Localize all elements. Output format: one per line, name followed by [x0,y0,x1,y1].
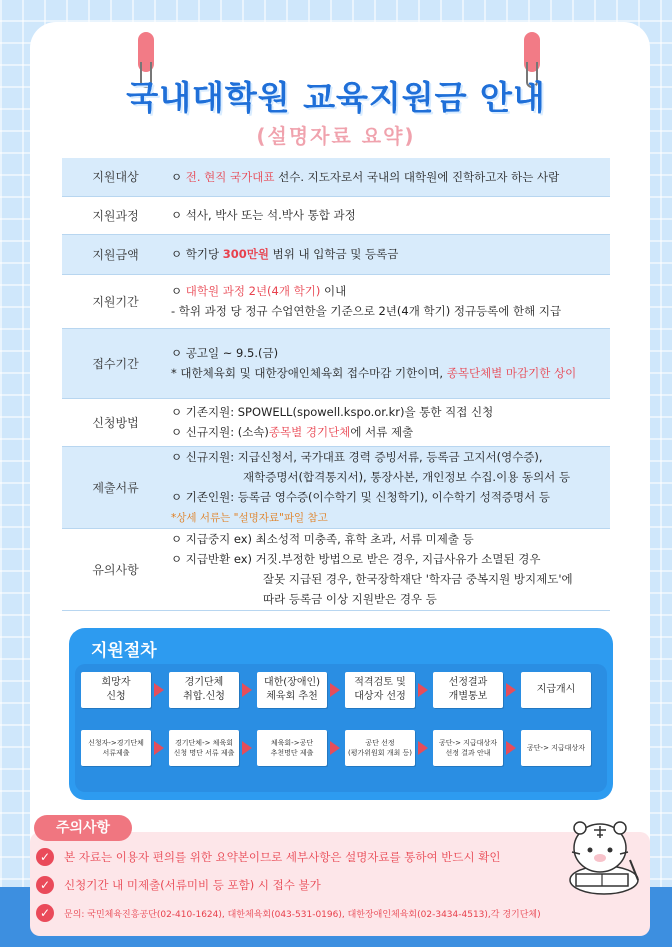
flow-arrow-icon [506,741,516,755]
info-row [62,196,610,234]
notice-text: 문의: 국민체육진흥공단(02-410-1624), 대한체육회(043-531-0196), 대한장애인체육회(02-3434-4513),각 경기단체) [64,909,541,920]
row-content [169,328,610,398]
process-panel [69,628,613,800]
row-label: 유의사항 [92,562,139,577]
process-step: 선정결과 개별통보 [433,672,503,708]
info-row [62,446,610,528]
row-content [169,398,610,446]
process-flow [75,664,607,792]
row-label: 접수기간 [92,356,139,371]
content-line: *상세 서류는 "설명자료"파일 참고 [171,511,328,524]
check-icon: ✓ [36,904,54,922]
process-substep: 신청자->경기단체 서류제출 [81,730,151,766]
notice-text: 본 자료는 이용자 편의를 위한 요약본이므로 세부사항은 설명자료를 통하여 반드시 확인 [64,850,501,864]
flow-arrow-icon [154,683,164,697]
content-line: ㅇ 기존지원: SPOWELL(spowell.kspo.or.kr)을 통한 직접 신청 [171,405,494,419]
content-line: 재학증명서(합격통지서), 통장사본, 개인정보 수집.이용 동의서 등 [243,469,571,484]
row-label: 지원대상 [92,170,139,185]
row-label: 지원기간 [92,294,139,309]
content-line: ㅇ 지급중지 ex) 최소성적 미충족, 휴학 초과, 서류 미제출 등 [171,532,474,546]
process-step: 대한(장애인) 체육회 추천 [257,672,327,708]
process-step: 적격검토 및 대상자 선정 [345,672,415,708]
row-label: 지원과정 [92,208,139,223]
process-title: 지원절차 [91,641,157,661]
content-line: ㅇ 기존인원: 등록금 영수증(이수학기 및 신청학기), 이수학기 성적증명서 등 [171,489,551,504]
info-table [62,158,610,611]
check-icon: ✓ [36,848,54,866]
content-line: ㅇ 신규지원: 지급신청서, 국가대표 경력 증빙서류, 등록금 고지서(영수증), [171,449,543,464]
content-line: ㅇ 학기당 300만원 범위 내 입학금 및 등록금 [171,247,399,261]
flow-arrow-icon [506,683,516,697]
row-content [169,274,610,328]
flow-arrow-icon [418,741,428,755]
info-row [62,328,610,398]
info-row [62,274,610,328]
content-line: 따라 등록금 이상 지원받은 경우 등 [263,592,437,606]
process-substep: 공단-> 지급대상자 선정 결과 안내 [433,730,503,766]
process-step: 지급개시 [521,672,591,708]
notice-item [36,876,321,894]
content-line: - 학위 과정 당 정규 수업연한을 기준으로 2년(4개 학기) 정규등록에 한해 지급 [171,304,562,318]
info-row [62,158,610,196]
process-substep: 공단-> 지급대상자 [521,730,591,766]
row-content [169,158,610,196]
flow-arrow-icon [330,683,340,697]
tiger-mascot-icon [560,808,648,898]
content-line: * 대한체육회 및 대한장애인체육회 접수마감 기한이며, 종목단체별 마감기한 상이 [171,366,577,380]
content-line: ㅇ 신규지원: (소속)종목별 경기단체에 서류 제출 [171,425,414,439]
process-substep: 체육회->공단 추천명단 제출 [257,730,327,766]
flow-arrow-icon [418,683,428,697]
flow-arrow-icon [330,741,340,755]
flow-arrow-icon [154,741,164,755]
content-line: ㅇ 전. 현직 국가대표 선수. 지도자로서 국내의 대학원에 진학하고자 하는 사람 [171,169,560,184]
process-substep: 경기단체-> 체육회 신청 명단 서류 제출 [169,730,239,766]
notice-item [36,904,541,922]
process-step: 희망자 신청 [81,672,151,708]
process-substep: 공단 선정 (평가위원회 개최 등) [345,730,415,766]
row-label: 신청방법 [92,415,139,430]
notice-box [30,832,650,936]
process-step: 경기단체 취합.신청 [169,672,239,708]
flow-arrow-icon [242,741,252,755]
check-icon: ✓ [36,876,54,894]
info-row [62,234,610,274]
content-line: ㅇ 공고일 ~ 9.5.(금) [171,346,279,360]
info-row [62,528,610,610]
content-line: ㅇ 석사, 박사 또는 석.박사 통합 과정 [171,208,356,222]
row-label: 지원금액 [92,247,139,262]
notice-item [36,848,500,866]
row-content [169,528,610,610]
page-subtitle: (설명자료 요약) [256,124,416,148]
row-content [169,234,610,274]
content-line: ㅇ 지급반환 ex) 거짓.부정한 방법으로 받은 경우, 지급사유가 소멸된 경우 [171,552,541,566]
content-line: 잘못 지급된 경우, 한국장학재단 '학자금 중복지원 방지제도'에 [263,572,573,586]
page-title: 국내대학원 교육지원금 안내 [126,78,546,117]
flow-arrow-icon [242,683,252,697]
row-content [169,446,610,528]
row-label: 제출서류 [92,480,139,495]
notice-tag: 주의사항 [34,815,132,841]
notice-text: 신청기간 내 미제출(서류미비 등 포함) 시 접수 불가 [64,878,321,892]
row-content [169,196,610,234]
info-row [62,398,610,446]
content-line: ㅇ 대학원 과정 2년(4개 학기) 이내 [171,284,347,298]
